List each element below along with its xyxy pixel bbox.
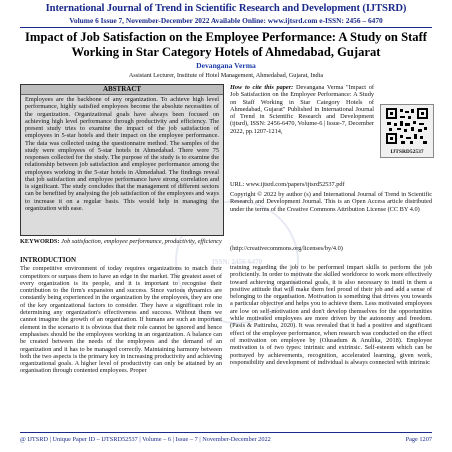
introduction-left-column bbox=[20, 257, 222, 375]
introduction-right-text: training regarding the job to be performed impart skills to perform the job proficiently. In order to motivate the skilled workforce to work more effectively toward achieving organisational goals, it is also necessary to instil in them a positive attitude that will make them feel proud of their job and add a sense of belonging to the organisation. Motivation is something that drives you towards a particular objective and helps you to achieve them. Less motivated employees are low on self-motivation and don't develop themselves for the opportunities while motivated employees are more driven by the autonomy and freedom. (Pasis & Pattiruhu, 2020). It was revealed that it had a positive and significant effect of the employee performance, when research was conducted on the effect of motivation on employee by (Olusadum & Anulika, 2018). Employee motivation is of two types: intrinsic and extrinsic. Self-esteem which can be portrayed by achievements, recognition, accelerated learning, given work, responsibility and development of individual is always connected with intrinsic bbox=[230, 264, 432, 366]
footer-left: @ IJTSRD | Unique Paper ID – IJTSRD52537 | Volume – 6 | Issue – 7 | November-December 2022 bbox=[20, 436, 271, 443]
keywords bbox=[20, 238, 224, 246]
abstract-text: Employees are the backbone of any organization. To achieve high level performance, highly satisfied employees become the absolute necessities of the organization. Organizational goals have always been focused on achieving high level performance through productivity and efficiency. The present study tries to examine the impact of the job satisfaction of employees in 5-star hotels and their impact on the employee performance. The data was collected using the questionnaire method. The samples of the study were employees of 5-star hotels in Ahmedabad. There were 75 responses collected for the study. The purpose of the study is to examine the relationship between job satisfaction and employee performance among the employees working in the 5-star hotels in Ahmedabad. The findings reveal that job satisfaction and employee performance have strong correlation and is significant. The study concludes that the management of different sectors can be benefited by analysing the job satisfaction of the employees and ways to increase it on a regular basis. This would help in managing the organization with ease. bbox=[25, 96, 219, 212]
author-name: Devangana Verma bbox=[196, 61, 256, 70]
copyright-notice: Copyright © 2022 by author (s) and International Journal of Trend in Scientific Research and Development Journal. This is an Open Access article distributed under the terms of the Creative Commons Attribution License (CC BY 4.0) bbox=[230, 191, 432, 213]
volume-line: Volume 6 Issue 7, November-December 2022 Available Online: www.ijtsrd.com e-ISSN: 2456 – 6470 bbox=[69, 16, 383, 25]
citation-block bbox=[230, 84, 374, 135]
qr-code-icon bbox=[385, 107, 429, 145]
author-affiliation: Assistant Lecturer, Institute of Hotel Management, Ahmedabad, Gujarat, India bbox=[128, 72, 324, 79]
paper-id-box bbox=[380, 104, 434, 158]
keywords-label: KEYWORDS: bbox=[20, 238, 60, 245]
introduction-left-text: The competitive environment of today requires organizations to match their competitors or surpass them to have an edge in the market. The greatest asset of every organization is its people, and it is important to recognise their contribution to the firm's expansion and success. Since various dynamics are constantly being experienced in the organization by the employees, they are one of the key organizational factors to consider. They have a significant role in determining any organization's effectiveness and success. Without them we cannot imagine the growth of an organization. If humans are such an important element in the scenario it is obvious that their role cannot be ignored and hence emphasises should be the employees working in an organization. A balance can be created between the needs of the employees and the demand of an organization and it has to be managed correctly. Maintaining harmony between both the two aspects is the primary key in increasing productivity and achieving organizational goals. A higher level of productivity can only be attained by an organisation through contented employees. Proper bbox=[20, 265, 222, 375]
journal-header: International Journal of Trend in Scientific Research and Development (IJTSRD) bbox=[45, 3, 407, 14]
header-rule bbox=[20, 27, 432, 28]
abstract-heading: ABSTRACT bbox=[21, 85, 223, 95]
keywords-text: Job satisfaction, employee performance, productivity, efficiency bbox=[61, 238, 222, 245]
citation-label: How to cite this paper: bbox=[230, 84, 294, 91]
introduction-heading: INTRODUCTION bbox=[20, 256, 77, 264]
watermark-text: ISSN: 2456-6470 bbox=[212, 258, 262, 266]
paper-url[interactable] bbox=[230, 181, 432, 188]
url-label: URL: bbox=[230, 181, 245, 188]
introduction-right-column bbox=[230, 264, 432, 366]
abstract-box bbox=[20, 84, 224, 236]
paper-id: IJTSRD52537 bbox=[390, 149, 424, 155]
footer-rule bbox=[20, 432, 432, 433]
license-url[interactable]: (http://creativecommons.org/licenses/by/4.0) bbox=[230, 245, 343, 252]
page-number: Page 1207 bbox=[405, 436, 432, 443]
paper-title: Impact of Job Satisfaction on the Employee Performance: A Study on Staff Working in Star Category Hotels of Ahmedabad, Gujarat bbox=[25, 30, 427, 59]
citation-text: Devangana Verma "Impact of Job Satisfaction on the Employee Performance: A Study on Staff Working in Star Category Hotels of Ahmedabad, Gujarat" Published in International Journal of Trend in Scientific Research and Development (ijtsrd), ISSN: 2456-6470, Volume-6 | Issue-7, December 2022, pp.1207-1214, bbox=[230, 84, 374, 135]
url-link[interactable]: www.ijtsrd.com/papers/ijtsrd52537.pdf bbox=[245, 181, 345, 188]
